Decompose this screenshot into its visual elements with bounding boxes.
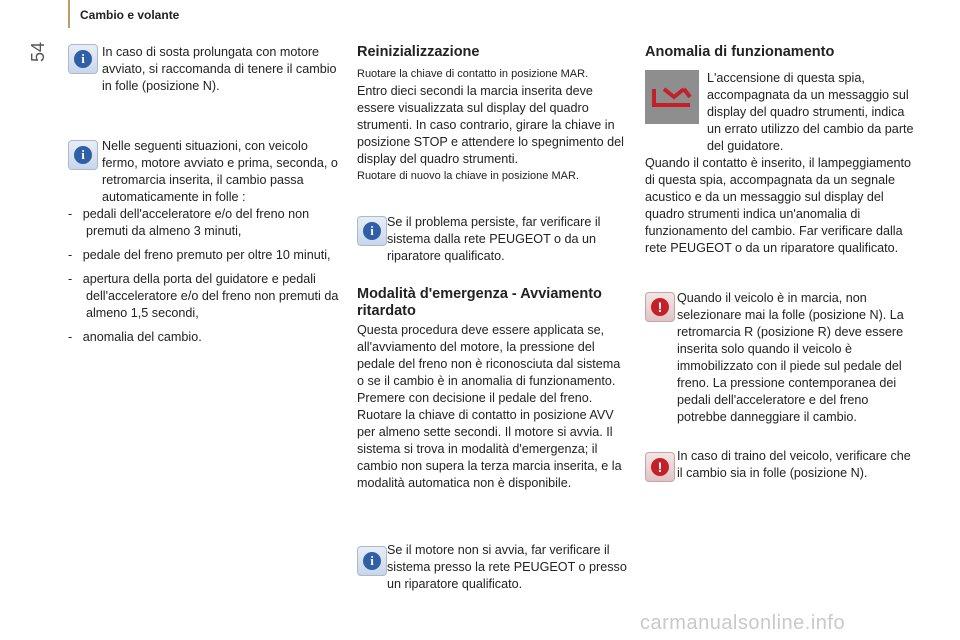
malfunction-heading: Anomalia di funzionamento: [645, 44, 835, 60]
emergency-text: Questa procedura deve essere applicata se, all'avviamento del motore, la pressione del pedale del freno non è riconosciuta dal sistema o se il cambio è in anomalia di funzionamento. Premere con decisione il pedale del freno. Ruotare la chiave di contatto in posizione AVV per almeno sette secondi. Il motore si avvia. Il sistema si trova in modalità d'emergenza; il cambio non supera la terza marcia inserita, e la modalità automatica non è disponibile.: [357, 323, 622, 490]
list-item: - pedale del freno premuto per oltre 10 minuti,: [68, 248, 331, 262]
note-neutral-parking: In caso di sosta prolungata con motore avviato, si raccomanda di tenere il cambio in folle (posizione N).: [102, 45, 337, 93]
reset-heading: Reinizializzazione: [357, 44, 480, 60]
info-icon: i: [357, 546, 387, 576]
list-item: - apertura della porta del guidatore e pedali dell'acceleratore e/o del freno non premuti da almeno 1,5 secondi,: [68, 272, 339, 320]
warning-icon: !: [645, 292, 675, 322]
section-title: Cambio e volante: [80, 8, 180, 22]
info-icon: i: [68, 44, 98, 74]
warning-towing: In caso di traino del veicolo, verificare che il cambio sia in folle (posizione N).: [677, 449, 911, 480]
warning-icon: !: [645, 452, 675, 482]
warning-neutral-driving: Quando il veicolo è in marcia, non selezionare mai la folle (posizione N). La retromarcia R (posizione R) deve essere inserita solo quando il veicolo è immobilizzato con il piede sul pedale del freno. La pressione contemporanea dei pedali dell'acceleratore e del freno potrebbe danneggiare il cambio.: [677, 291, 904, 424]
malfunction-text: L'accensione di questa spia, accompagnata da un messaggio sul display del quadro strumenti, indica un errato utilizzo del cambio da parte del guidatore. Quando il contatto è inserito, il lampeggiamento di questa spia, accompagnata da un segnale acustico e da un messaggio sul display del quadro strumenti indica un'anomalia di funzionamento del cambio. Far verificare dalla rete PEUGEOT o da un riparatore qualificato.: [645, 71, 914, 255]
watermark: carmanualsonline.info: [640, 612, 846, 634]
emergency-heading: Modalità d'emergenza - Avviamento ritardato: [357, 286, 602, 319]
auto-neutral-list: [68, 206, 340, 346]
list-item: - pedali dell'acceleratore e/o del freno non premuti da almeno 3 minuti,: [68, 207, 310, 238]
header-rule: [68, 0, 70, 28]
list-item: - anomalia del cambio.: [68, 330, 202, 344]
reset-note: Se il problema persiste, far verificare il sistema dalla rete PEUGEOT o da un riparatore qualificato.: [387, 215, 601, 263]
note-auto-neutral: Nelle seguenti situazioni, con veicolo fermo, motore avviato e prima, seconda, o retromarcia inserita, il cambio passa automaticamente in folle :: [102, 139, 338, 204]
info-icon: i: [68, 140, 98, 170]
emergency-note: Se il motore non si avvia, far verificare il sistema presso la rete PEUGEOT o presso un riparatore qualificato.: [387, 543, 627, 591]
page-number: 54: [28, 41, 48, 62]
reset-text: Ruotare la chiave di contatto in posizione MAR. Entro dieci secondi la marcia inserita deve essere visualizzata sul display del quadro strumenti. In caso contrario, girare la chiave in posizione STOP e attendere lo spegnimento del display del quadro strumenti. Ruotare di nuovo la chiave in posizione MAR.: [357, 68, 624, 182]
info-icon: i: [357, 216, 387, 246]
